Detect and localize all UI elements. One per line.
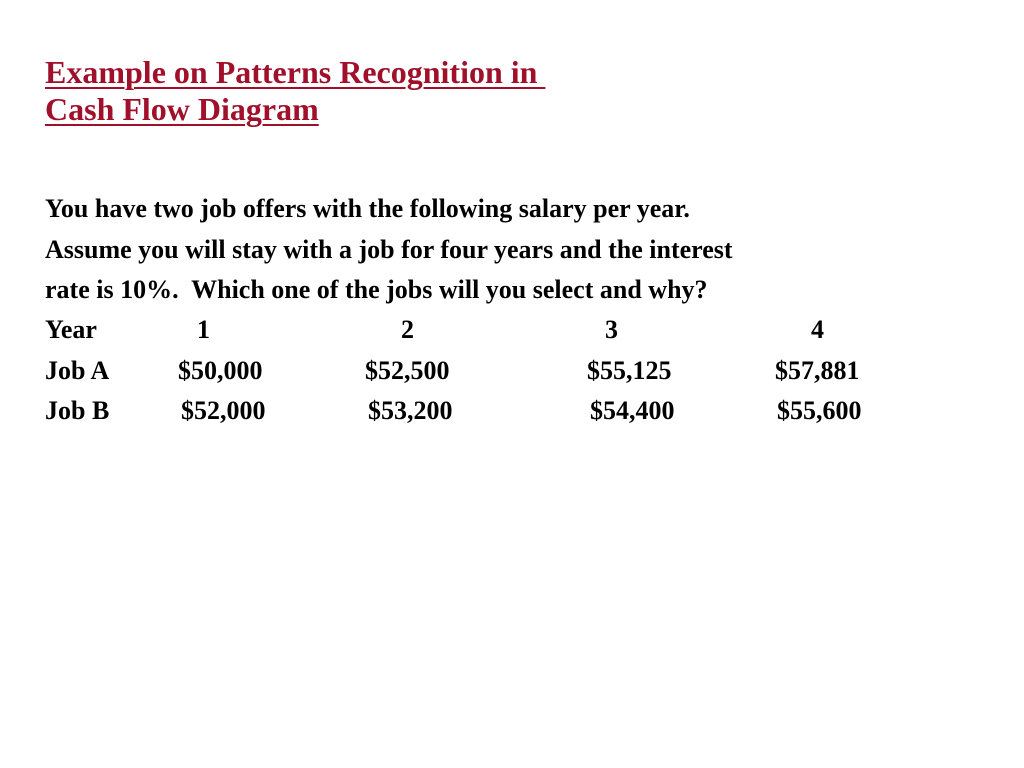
statement-line-2: Assume you will stay with a job for four years and the interest [45,234,733,264]
year-4: 4 [811,315,824,344]
title-line-1: Example on Patterns Recognition in [45,54,546,90]
job-b-year-3: $54,400 [590,396,675,425]
job-a-label: Job A [45,355,110,385]
year-label: Year [45,315,97,344]
job-b-year-1: $52,000 [181,396,266,425]
statement-line-3: rate is 10%. Which one of the jobs will you select and why? [45,275,708,304]
year-header-row [45,310,945,351]
job-a-year-4: $57,881 [775,355,860,385]
job-a-row [45,351,945,392]
year-1: 1 [197,315,210,344]
job-a-year-2: $52,500 [365,355,450,385]
job-b-year-2: $53,200 [368,396,453,425]
year-2: 2 [401,315,414,344]
year-3: 3 [605,315,618,344]
title-line-2: Cash Flow Diagram [45,91,319,127]
job-b-row [45,391,945,432]
job-a-year-3: $55,125 [587,355,672,385]
statement-line-1: You have two job offers with the following salary per year. [45,194,690,223]
job-b-label: Job B [45,396,110,425]
problem-statement [45,189,1005,311]
slide-title [45,54,545,128]
salary-table [45,310,945,432]
job-a-year-1: $50,000 [178,355,263,385]
job-b-year-4: $55,600 [777,396,862,425]
